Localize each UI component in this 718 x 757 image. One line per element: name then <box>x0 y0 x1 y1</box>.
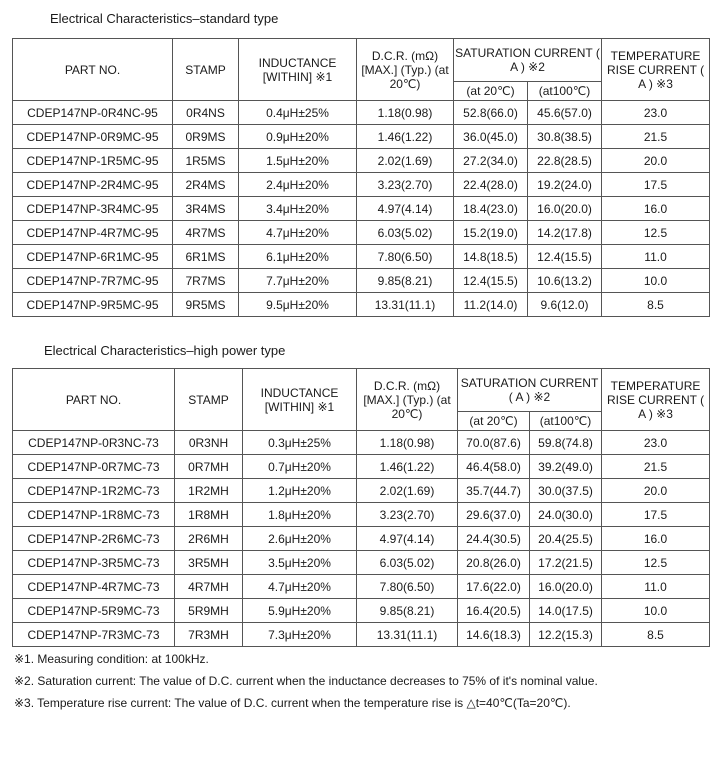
temp-rise-cell: 17.5 <box>602 503 710 527</box>
dcr-cell: 1.18(0.98) <box>357 431 458 455</box>
footnote-1: ※1. Measuring condition: at 100kHz. <box>14 652 209 666</box>
header-sat-100: (at100℃) <box>530 412 602 431</box>
sat-100-cell: 14.0(17.5) <box>530 599 602 623</box>
inductance-cell: 0.7μH±20% <box>243 455 357 479</box>
part-no-cell: CDEP147NP-9R5MC-95 <box>13 293 173 317</box>
inductance-cell: 1.8μH±20% <box>243 503 357 527</box>
stamp-cell: 7R3MH <box>175 623 243 647</box>
header-inductance: INDUCTANCE [WITHIN] ※1 <box>239 39 357 101</box>
inductance-cell: 4.7μH±20% <box>243 575 357 599</box>
temp-rise-cell: 11.0 <box>602 245 710 269</box>
dcr-cell: 6.03(5.02) <box>357 551 458 575</box>
sat-100-cell: 17.2(21.5) <box>530 551 602 575</box>
temp-rise-cell: 21.5 <box>602 125 710 149</box>
dcr-cell: 2.02(1.69) <box>357 149 454 173</box>
sat-100-cell: 12.2(15.3) <box>530 623 602 647</box>
dcr-cell: 1.18(0.98) <box>357 101 454 125</box>
part-no-cell: CDEP147NP-0R7MC-73 <box>13 455 175 479</box>
part-no-cell: CDEP147NP-1R5MC-95 <box>13 149 173 173</box>
dcr-cell: 7.80(6.50) <box>357 575 458 599</box>
dcr-cell: 1.46(1.22) <box>357 455 458 479</box>
temp-rise-cell: 8.5 <box>602 623 710 647</box>
temp-rise-cell: 11.0 <box>602 575 710 599</box>
table-row <box>13 293 710 317</box>
stamp-cell: 3R5MH <box>175 551 243 575</box>
header-temp-rise: TEMPERATURE RISE CURRENT ( A ) ※3 <box>602 369 710 431</box>
temp-rise-cell: 10.0 <box>602 269 710 293</box>
sat-100-cell: 9.6(12.0) <box>528 293 602 317</box>
inductance-cell: 5.9μH±20% <box>243 599 357 623</box>
sat-100-cell: 14.2(17.8) <box>528 221 602 245</box>
part-no-cell: CDEP147NP-1R2MC-73 <box>13 479 175 503</box>
stamp-cell: 4R7MH <box>175 575 243 599</box>
table-row <box>13 221 710 245</box>
table-row <box>13 551 710 575</box>
temp-rise-cell: 12.5 <box>602 221 710 245</box>
stamp-cell: 3R4MS <box>173 197 239 221</box>
table-row <box>13 431 710 455</box>
temp-rise-cell: 16.0 <box>602 197 710 221</box>
part-no-cell: CDEP147NP-5R9MC-73 <box>13 599 175 623</box>
part-no-cell: CDEP147NP-6R1MC-95 <box>13 245 173 269</box>
temp-rise-cell: 12.5 <box>602 551 710 575</box>
footnote-3: ※3. Temperature rise current: The value of D.C. current when the temperature rise is △t=40℃(Ta=20℃). <box>14 696 571 710</box>
header-sat-20: (at 20℃) <box>454 82 528 101</box>
sat-20-cell: 27.2(34.0) <box>454 149 528 173</box>
dcr-cell: 3.23(2.70) <box>357 503 458 527</box>
sat-100-cell: 12.4(15.5) <box>528 245 602 269</box>
inductance-cell: 3.4μH±20% <box>239 197 357 221</box>
dcr-cell: 13.31(11.1) <box>357 623 458 647</box>
stamp-cell: 1R2MH <box>175 479 243 503</box>
temp-rise-cell: 23.0 <box>602 431 710 455</box>
inductance-cell: 2.6μH±20% <box>243 527 357 551</box>
stamp-cell: 5R9MH <box>175 599 243 623</box>
sat-20-cell: 14.6(18.3) <box>458 623 530 647</box>
inductance-cell: 2.4μH±20% <box>239 173 357 197</box>
inductance-cell: 9.5μH±20% <box>239 293 357 317</box>
temp-rise-cell: 20.0 <box>602 149 710 173</box>
header-dcr: D.C.R. (mΩ) [MAX.] (Typ.) (at 20℃) <box>357 39 454 101</box>
header-saturation: SATURATION CURRENT ( A ) ※2 <box>454 39 602 82</box>
sat-100-cell: 19.2(24.0) <box>528 173 602 197</box>
sat-100-cell: 59.8(74.8) <box>530 431 602 455</box>
sat-20-cell: 11.2(14.0) <box>454 293 528 317</box>
sat-100-cell: 39.2(49.0) <box>530 455 602 479</box>
inductance-cell: 3.5μH±20% <box>243 551 357 575</box>
sat-100-cell: 22.8(28.5) <box>528 149 602 173</box>
sat-100-cell: 20.4(25.5) <box>530 527 602 551</box>
sat-100-cell: 24.0(30.0) <box>530 503 602 527</box>
stamp-cell: 0R3NH <box>175 431 243 455</box>
table-row <box>13 197 710 221</box>
table-row <box>13 101 710 125</box>
header-sat-100: (at100℃) <box>528 82 602 101</box>
table-row <box>13 173 710 197</box>
stamp-cell: 9R5MS <box>173 293 239 317</box>
inductance-cell: 7.7μH±20% <box>239 269 357 293</box>
header-part-no: PART NO. <box>13 39 173 101</box>
stamp-cell: 7R7MS <box>173 269 239 293</box>
footnote-2: ※2. Saturation current: The value of D.C. current when the inductance decreases to 75% of it's nominal value. <box>14 674 598 688</box>
sat-20-cell: 14.8(18.5) <box>454 245 528 269</box>
sat-20-cell: 29.6(37.0) <box>458 503 530 527</box>
header-sat-20: (at 20℃) <box>458 412 530 431</box>
standard-spec-table <box>12 38 710 317</box>
sat-100-cell: 30.8(38.5) <box>528 125 602 149</box>
sat-100-cell: 10.6(13.2) <box>528 269 602 293</box>
part-no-cell: CDEP147NP-1R8MC-73 <box>13 503 175 527</box>
header-saturation: SATURATION CURRENT ( A ) ※2 <box>458 369 602 412</box>
table-row <box>13 245 710 269</box>
stamp-cell: 4R7MS <box>173 221 239 245</box>
dcr-cell: 1.46(1.22) <box>357 125 454 149</box>
dcr-cell: 9.85(8.21) <box>357 599 458 623</box>
temp-rise-cell: 10.0 <box>602 599 710 623</box>
dcr-cell: 7.80(6.50) <box>357 245 454 269</box>
header-dcr: D.C.R. (mΩ) [MAX.] (Typ.) (at 20℃) <box>357 369 458 431</box>
sat-100-cell: 16.0(20.0) <box>530 575 602 599</box>
table-row <box>13 599 710 623</box>
standard-table-body <box>13 101 710 317</box>
sat-20-cell: 18.4(23.0) <box>454 197 528 221</box>
dcr-cell: 2.02(1.69) <box>357 479 458 503</box>
sat-20-cell: 24.4(30.5) <box>458 527 530 551</box>
part-no-cell: CDEP147NP-0R9MC-95 <box>13 125 173 149</box>
table-row <box>13 623 710 647</box>
high-power-table-title: Electrical Characteristics–high power type <box>44 343 286 358</box>
sat-100-cell: 45.6(57.0) <box>528 101 602 125</box>
part-no-cell: CDEP147NP-4R7MC-95 <box>13 221 173 245</box>
inductance-cell: 7.3μH±20% <box>243 623 357 647</box>
inductance-cell: 0.9μH±20% <box>239 125 357 149</box>
stamp-cell: 6R1MS <box>173 245 239 269</box>
table-row <box>13 575 710 599</box>
part-no-cell: CDEP147NP-4R7MC-73 <box>13 575 175 599</box>
sat-20-cell: 52.8(66.0) <box>454 101 528 125</box>
table-row <box>13 269 710 293</box>
sat-20-cell: 22.4(28.0) <box>454 173 528 197</box>
sat-20-cell: 12.4(15.5) <box>454 269 528 293</box>
temp-rise-cell: 8.5 <box>602 293 710 317</box>
sat-100-cell: 30.0(37.5) <box>530 479 602 503</box>
table-row <box>13 455 710 479</box>
sat-20-cell: 20.8(26.0) <box>458 551 530 575</box>
part-no-cell: CDEP147NP-2R4MC-95 <box>13 173 173 197</box>
part-no-cell: CDEP147NP-3R4MC-95 <box>13 197 173 221</box>
header-part-no: PART NO. <box>13 369 175 431</box>
header-stamp: STAMP <box>173 39 239 101</box>
header-temp-rise: TEMPERATURE RISE CURRENT ( A ) ※3 <box>602 39 710 101</box>
sat-20-cell: 15.2(19.0) <box>454 221 528 245</box>
sat-20-cell: 35.7(44.7) <box>458 479 530 503</box>
temp-rise-cell: 16.0 <box>602 527 710 551</box>
header-stamp: STAMP <box>175 369 243 431</box>
temp-rise-cell: 17.5 <box>602 173 710 197</box>
sat-100-cell: 16.0(20.0) <box>528 197 602 221</box>
inductance-cell: 1.2μH±20% <box>243 479 357 503</box>
table-row <box>13 149 710 173</box>
table-row <box>13 527 710 551</box>
dcr-cell: 6.03(5.02) <box>357 221 454 245</box>
dcr-cell: 4.97(4.14) <box>357 527 458 551</box>
stamp-cell: 0R4NS <box>173 101 239 125</box>
table-row <box>13 479 710 503</box>
stamp-cell: 1R8MH <box>175 503 243 527</box>
part-no-cell: CDEP147NP-0R3NC-73 <box>13 431 175 455</box>
dcr-cell: 4.97(4.14) <box>357 197 454 221</box>
high-power-spec-table <box>12 368 710 647</box>
inductance-cell: 4.7μH±20% <box>239 221 357 245</box>
sat-20-cell: 17.6(22.0) <box>458 575 530 599</box>
inductance-cell: 0.3μH±25% <box>243 431 357 455</box>
stamp-cell: 0R9MS <box>173 125 239 149</box>
stamp-cell: 0R7MH <box>175 455 243 479</box>
stamp-cell: 2R4MS <box>173 173 239 197</box>
stamp-cell: 2R6MH <box>175 527 243 551</box>
header-inductance: INDUCTANCE [WITHIN] ※1 <box>243 369 357 431</box>
part-no-cell: CDEP147NP-7R3MC-73 <box>13 623 175 647</box>
part-no-cell: CDEP147NP-7R7MC-95 <box>13 269 173 293</box>
sat-20-cell: 36.0(45.0) <box>454 125 528 149</box>
part-no-cell: CDEP147NP-0R4NC-95 <box>13 101 173 125</box>
inductance-cell: 6.1μH±20% <box>239 245 357 269</box>
part-no-cell: CDEP147NP-2R6MC-73 <box>13 527 175 551</box>
dcr-cell: 13.31(11.1) <box>357 293 454 317</box>
sat-20-cell: 70.0(87.6) <box>458 431 530 455</box>
sat-20-cell: 46.4(58.0) <box>458 455 530 479</box>
table-row <box>13 125 710 149</box>
stamp-cell: 1R5MS <box>173 149 239 173</box>
sat-20-cell: 16.4(20.5) <box>458 599 530 623</box>
temp-rise-cell: 20.0 <box>602 479 710 503</box>
temp-rise-cell: 21.5 <box>602 455 710 479</box>
standard-table-title: Electrical Characteristics–standard type <box>50 11 279 26</box>
table-row <box>13 503 710 527</box>
dcr-cell: 9.85(8.21) <box>357 269 454 293</box>
dcr-cell: 3.23(2.70) <box>357 173 454 197</box>
inductance-cell: 0.4μH±25% <box>239 101 357 125</box>
temp-rise-cell: 23.0 <box>602 101 710 125</box>
inductance-cell: 1.5μH±20% <box>239 149 357 173</box>
high-power-table-body <box>13 431 710 647</box>
part-no-cell: CDEP147NP-3R5MC-73 <box>13 551 175 575</box>
